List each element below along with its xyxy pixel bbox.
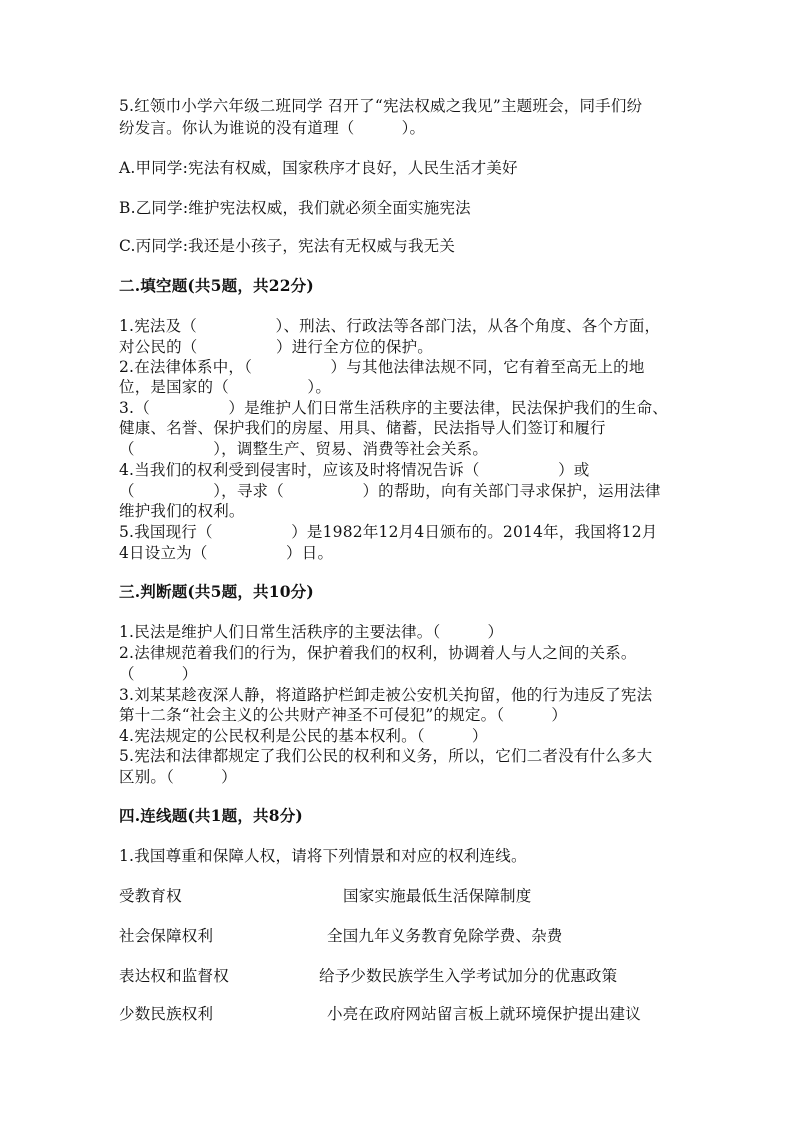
section2-heading: 二.填空题(共5题，共22分) bbox=[119, 276, 314, 295]
q5-option-c: C.丙同学:我还是小孩子，宪法有无权威与我无关 bbox=[119, 237, 456, 255]
section2-line: 4日设立为（ ）日。 bbox=[119, 544, 334, 562]
q5-option-a: A.甲同学:宪法有权威，国家秩序才良好，人民生活才美好 bbox=[119, 159, 518, 177]
match-left-item: 社会保障权利 bbox=[119, 927, 214, 945]
q5-text-line2: 纷发言。你认为谁说的没有道理（ ）。 bbox=[119, 119, 426, 137]
q5-option-b: B.乙同学:维护宪法权威，我们就必须全面实施宪法 bbox=[119, 199, 471, 217]
section2-line: 对公民的（ ）进行全方位的保护。 bbox=[119, 338, 434, 356]
match-right-item: 全国九年义务教育免除学费、杂费 bbox=[327, 927, 563, 945]
section2-line: 3.（ ）是维护人们日常生活秩序的主要法律，民法保护我们的生命、 bbox=[119, 399, 668, 417]
section2-line: 维护我们的权利。 bbox=[119, 502, 245, 520]
section2-line: （ ），寻求（ ）的帮助，向有关部门寻求保护，运用法律 bbox=[119, 482, 661, 500]
section2-line: 位，是国家的（ ）。 bbox=[119, 378, 332, 396]
section2-line: （ ），调整生产、贸易、消费等社会关系。 bbox=[119, 440, 489, 458]
section2-line: 1.宪法及（ ）、刑法、行政法等各部门法，从各个角度、各个方面， bbox=[119, 317, 661, 335]
section3-line: 3.刘某某趁夜深人静，将道路护栏卸走被公安机关拘留，他的行为违反了宪法 bbox=[119, 686, 653, 704]
match-left-item: 少数民族权利 bbox=[119, 1005, 214, 1023]
section3-line: （ ） bbox=[119, 665, 198, 683]
match-left-item: 受教育权 bbox=[119, 887, 182, 905]
section3-line: 2.法律规范着我们的行为，保护着我们的权利，协调着人与人之间的关系。 bbox=[119, 644, 637, 662]
section3-heading: 三.判断题(共5题，共10分) bbox=[119, 582, 314, 601]
section3-line: 5.宪法和法律都规定了我们公民的权利和义务，所以，它们二者没有什么多大 bbox=[119, 747, 653, 765]
section2-line: 5.我国现行（ ）是1982年12月4日颁布的。2014年，我国将12月 bbox=[119, 523, 658, 541]
section2-line: 健康、名誉、保护我们的房屋、用具、储蓄，民法指导人们签订和履行 bbox=[119, 419, 606, 437]
match-left-item: 表达权和监督权 bbox=[119, 967, 229, 985]
section3-line: 区别。（ ） bbox=[119, 768, 237, 786]
section2-line: 2.在法律体系中，（ ）与其他法律法规不同，它有着至高无上的地 bbox=[119, 358, 645, 376]
section4-heading: 四.连线题(共1题，共8分) bbox=[119, 806, 303, 825]
section3-line: 第十二条“社会主义的公共财产神圣不可侵犯”的规定。（ ） bbox=[119, 706, 568, 724]
match-right-item: 小亮在政府网站留言板上就环境保护提出建议 bbox=[327, 1005, 642, 1023]
match-right-item: 给予少数民族学生入学考试加分的优惠政策 bbox=[319, 967, 618, 985]
section3-line: 4.宪法规定的公民权利是公民的基本权利。（ ） bbox=[119, 727, 488, 745]
section2-line: 4.当我们的权利受到侵害时，应该及时将情况告诉（ ）或 bbox=[119, 461, 590, 479]
match-right-item: 国家实施最低生活保障制度 bbox=[343, 887, 532, 905]
section4-intro: 1.我国尊重和保障人权，请将下列情景和对应的权利连线。 bbox=[119, 847, 527, 865]
section3-line: 1.民法是维护人们日常生活秩序的主要法律。（ ） bbox=[119, 623, 504, 641]
q5-text-line1: 5.红领巾小学六年级二班同学 召开了“宪法权威之我见”主题班会，同手们纷 bbox=[119, 97, 643, 115]
